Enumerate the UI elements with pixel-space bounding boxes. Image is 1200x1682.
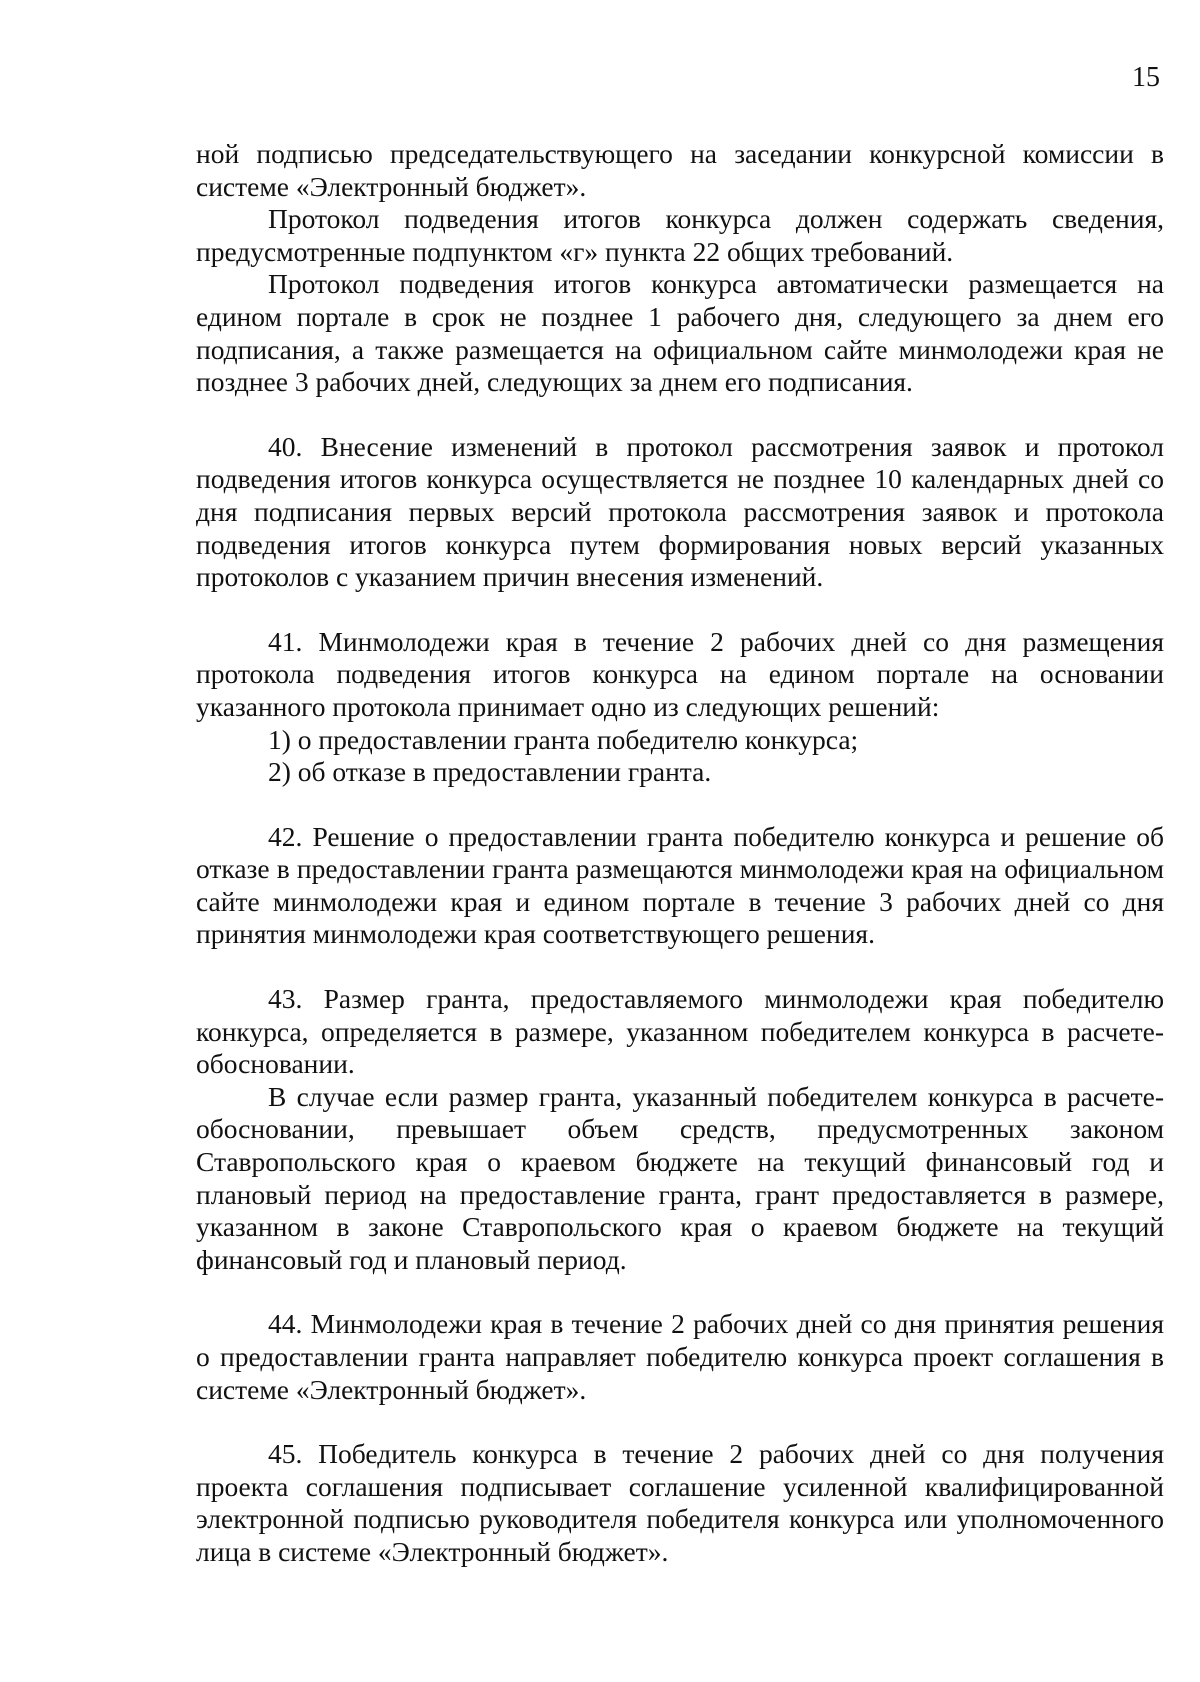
list-item-grant-refusal: 2) об отказе в предоставлении гранта. xyxy=(268,756,712,788)
paragraph-protocol-contents: Протокол подведения итогов конкурса должен содержать сведения, предусмотренные подпунктом «г» пункта 22 общих требований. xyxy=(196,203,1164,267)
paragraph-clause-43-exception: В случае если размер гранта, указанный победителем конкурса в расчете-обосновании, превышает объем средств, предусмотренных законом Ставропольского края о краевом бюджете на текущий финансовый год и плановый период на предоставление гранта, грант предоставляется в размере, указанном в законе Ставропольского края о краевом бюджете на текущий финансовый год и плановый период. xyxy=(196,1080,1164,1275)
page-number: 15 xyxy=(1132,62,1160,93)
paragraph-continuation: ной подписью председательствующего на заседании конкурсной комиссии в системе «Электронный бюджет». xyxy=(196,138,1164,202)
paragraph-clause-41: 41. Минмолодежи края в течение 2 рабочих дней со дня размещения протокола подведения итогов конкурса на едином портале на основании указанного протокола принимает одно из следующих решений: xyxy=(196,625,1164,722)
paragraph-clause-44: 44. Минмолодежи края в течение 2 рабочих дней со дня принятия решения о предоставлении гранта направляет победителю конкурса проект соглашения в системе «Электронный бюджет». xyxy=(196,1308,1164,1405)
list-item-grant-approval: 1) о предоставлении гранта победителю конкурса; xyxy=(268,723,859,755)
paragraph-clause-45: 45. Победитель конкурса в течение 2 рабочих дней со дня получения проекта соглашения подписывает соглашение усиленной квалифицированной электронной подписью руководителя победителя конкурса или уполномоченного лица в системе «Электронный бюджет». xyxy=(196,1438,1164,1567)
document-body xyxy=(196,138,1164,1569)
paragraph-clause-43: 43. Размер гранта, предоставляемого минмолодежи края победителю конкурса, определяется в размере, указанном победителем конкурса в расчете-обосновании. xyxy=(196,983,1164,1080)
paragraph-clause-40: 40. Внесение изменений в протокол рассмотрения заявок и протокол подведения итогов конкурса осуществляется не позднее 10 календарных дней со дня подписания первых версий протокола рассмотрения заявок и протокола подведения итогов конкурса путем формирования новых версий указанных протоколов с указанием причин внесения изменений. xyxy=(196,430,1164,593)
paragraph-protocol-publication: Протокол подведения итогов конкурса автоматически размещается на едином портале в срок не позднее 1 рабочего дня, следующего за днем его подписания, а также размещается на официальном сайте минмолодежи края не позднее 3 рабочих дней, следующих за днем его подписания. xyxy=(196,268,1164,398)
paragraph-clause-42: 42. Решение о предоставлении гранта победителю конкурса и решение об отказе в предоставлении гранта размещаются минмолодежи края на официальном сайте минмолодежи края и едином портале в течение 3 рабочих дней со дня принятия минмолодежи края соответствующего решения. xyxy=(196,820,1164,950)
